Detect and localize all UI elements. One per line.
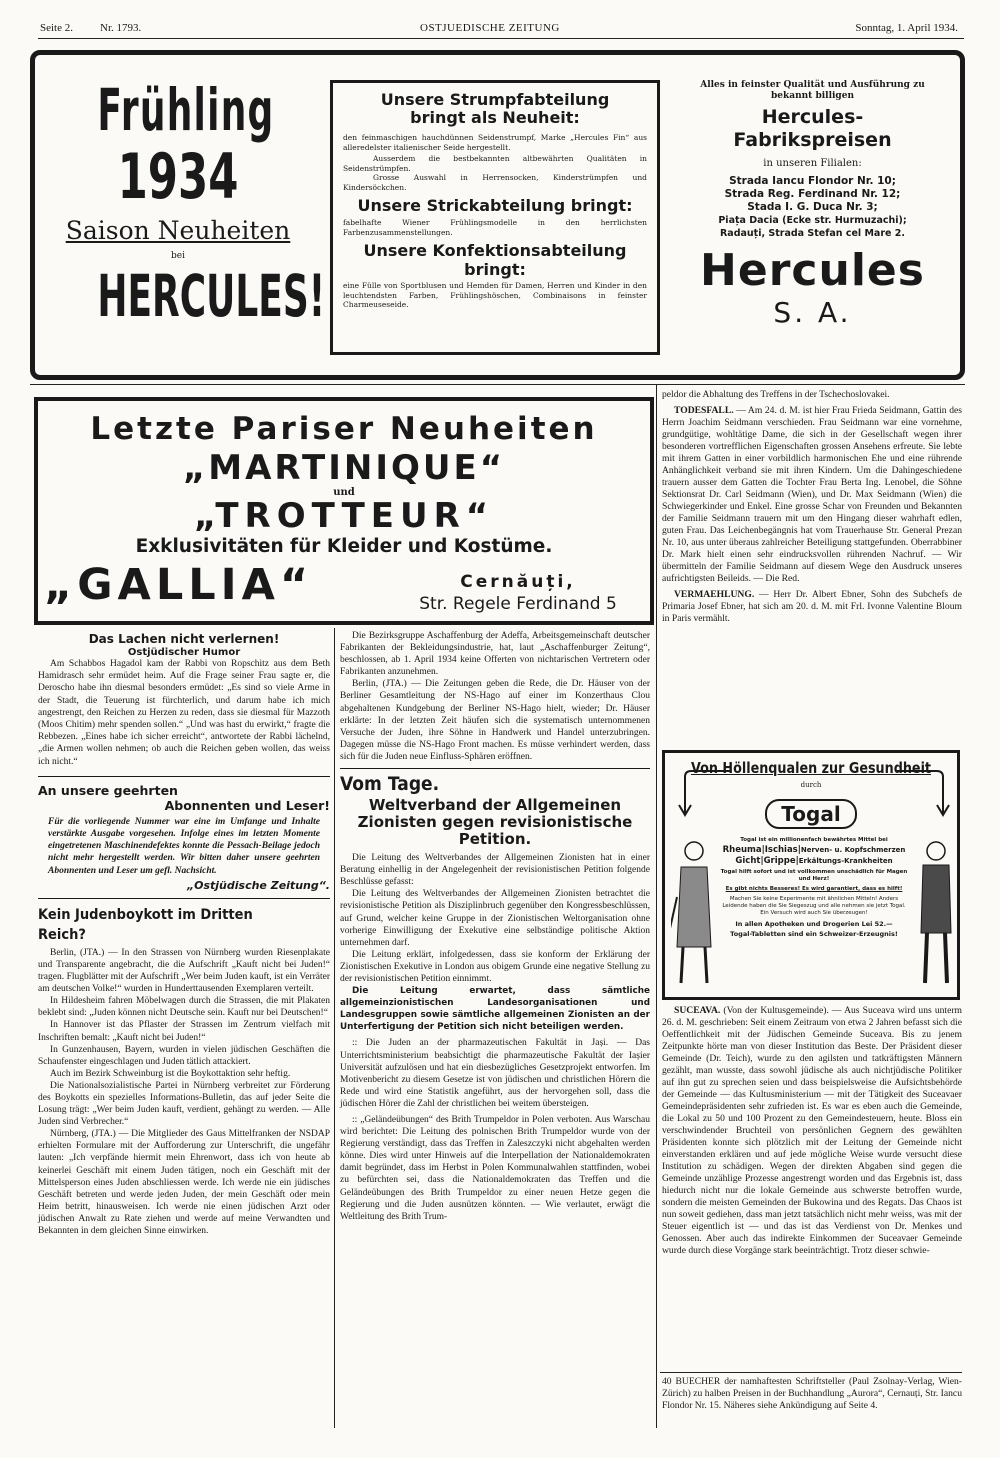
hercules-ad-right <box>680 80 945 365</box>
branch-5: Radauți, Strada Stefan cel Mare 2. <box>719 228 905 239</box>
vom-tage-p1: Die Leitung des Weltverbandes der Allgemeinen Zionisten hat in einer Beratung einhellig in der Angelegenheit der revisionistischen Petition folgende Beschlüsse gefasst: <box>340 853 650 888</box>
grippe-label: Grippe <box>763 856 796 866</box>
strick-heading: Unsere Strickabteilung bringt: <box>357 196 633 215</box>
ads-rule <box>30 384 965 385</box>
togal-logo: Togal <box>765 799 857 829</box>
vom-tage-title: Vom Tage. <box>340 773 440 796</box>
abonnenten-rule <box>38 898 330 899</box>
branch-2: Strada Reg. Ferdinand Nr. 12; <box>724 188 901 200</box>
left-column <box>38 632 330 1237</box>
boykott-p1: Berlin, (JTA.) — In den Strassen von Nürnberg wurden Riesenplakate und Transparente angebracht, die die Aufschrift „Kauft nicht bei Juden!“ tragen. Flugblätter mit der Aufschrift „Wer beim Juden kauft, ist ein Verräter am deutschen Volke!“ wurden in Hunderttausenden Exemplaren verteilt. <box>38 947 330 995</box>
vom-tage-p5: :: Die Juden an der pharmazeutischen Fakultät in Jași. — Das Unterrichtsministerium beabsichtigt die pharmazeutische Fakultät der Iașier Universität aufzulösen und hat ein diesbezügliches Gesetzprojekt entworfen. Im Motivenbericht zu diesem Gesetze ist von jüdischen und christlichen Hörern die Rede und wird eine Statistik angeführt, aus der hervorgehen soll, dass die jüdischen Hörer die Zahl der christlichen bei weitem übersteigen. <box>340 1038 650 1109</box>
togal-text-3: Es gibt nichts Besseres! Es wird garantiert, dass es hilft! <box>725 886 903 892</box>
strumpf-text-2: Ausserdem die bestbekannten altbewährten Qualitäten in Seidenstrümpfen. <box>343 154 647 173</box>
column-rule-1 <box>334 628 335 1428</box>
konfektion-heading: Unsere Konfektionsabteilung bringt: <box>363 241 627 279</box>
issue-number: Nr. 1793. <box>100 22 142 34</box>
abonnenten-title-1: An unsere geehrten <box>38 782 178 798</box>
abonnenten-text: Für die vorliegende Nummer war eine im Umfange und Inhalte verstärkte Ausgabe vorgesehen. Infolge eines im letzten Momente eingetretenen Maschinendefektes konnte die Pessach-Beilage jedoch nicht mehr hergestellt werden. Wir bitten daher unsere geehrten Abonnenten und Leser um gefl. Nachsicht. <box>48 816 320 876</box>
vermaehlung-text: — Herr Dr. Albert Ebner, Sohn des Subchefs de Primaria Josef Ebner, hat sich am 20. d. M. mit Frl. Ivonne Valentine Bloum in Paris vermählt. <box>662 589 962 624</box>
gicht-label: Gicht <box>735 856 761 866</box>
togal-text-1: Togal ist ein millionenfach bewährtes Mittel bei <box>740 837 888 843</box>
spring-label: Frühling <box>97 76 275 144</box>
ischias-label: Ischias <box>764 845 798 855</box>
nerven-label: Nerven- u. Kopfschmerzen <box>800 846 906 854</box>
vermaehlung-heading: VERMAEHLUNG. <box>674 589 755 600</box>
boykott-p2: In Hildesheim fahren Möbelwagen durch die Strassen, die mit Plakaten beklebt sind: „Juden können nicht Deutsche sein. Kauft nur bei Deutschen!“ <box>38 996 330 1019</box>
hercules-brand: Hercules <box>700 245 925 296</box>
und-label: und <box>333 487 355 498</box>
hercules-sa: S. A. <box>773 296 852 329</box>
year-label: 1934 <box>117 140 239 213</box>
martinique-label: „MARTINIQUE“ <box>182 448 506 488</box>
lachen-subtitle: Ostjüdischer Humor <box>127 647 241 658</box>
suceava-article <box>662 1005 962 1257</box>
gallia-city: Cernăuți, <box>460 572 576 592</box>
suceava-rule <box>660 1372 962 1373</box>
togal-text-4: Machen Sie keine Experimente mit ähnlichen Mitteln! Anders Leidende haben die Sie Siegeszug und alle nehmen sie jetzt Togal. Ein Versuch wird auch Sie überzeugen! <box>722 896 906 916</box>
page-number: Seite 2. <box>40 22 73 34</box>
newspaper-title: OSTJUEDISCHE ZEITUNG <box>420 22 560 34</box>
durch-label: durch <box>800 781 822 789</box>
strumpf-text-3: Grosse Auswahl in Herrensocken, Kinderstrümpfen und Kindersöckchen. <box>343 173 647 192</box>
hercules-label: HERCULES! <box>97 262 326 330</box>
trotteur-label: „TROTTEUR“ <box>193 496 495 536</box>
gallia-ad <box>34 397 654 625</box>
togal-text-2: Togal hilft sofort und ist vollkommen unschädlich für Magen und Herz! <box>720 869 908 882</box>
vom-tage-p2: Die Leitung des Weltverbandes der Allgemeinen Zionisten betrachtet die revisionistische Petition als Disziplinbruch gegenüber den Kongressbeschlüssen, auf Grund, welcher keine Gruppe in der Zionistischen Weltorganisation ohne vorherige Einwilligung der Exekutive eine selbständige politische Aktion unternehmen darf. <box>340 889 650 948</box>
mid-p1: Die Bezirksgruppe Aschaffenburg der Adeffa, Arbeitsgemeinschaft deutscher Fabrikanten der Bekleidungsindustrie, hat, laut „Aschaffenburger Zeitung“, beschlossen, ab 1. April 1934 keine Offerten von nichtarischen Vertretern oder Fabrikanten anzunehmen. <box>340 631 650 678</box>
vom-tage-p4: Die Leitung erwartet, dass sämtliche allgemeinzionistischen Landesorganisationen und Landesgruppen sowie sämtliche allgemeinen Zionisten an der Unterfertigung der Petition sich nicht beteiligen werden. <box>340 986 650 1033</box>
quality-intro: Alles in feinster Qualität und Ausführung zu bekannt billigen <box>700 80 925 101</box>
right-column-top <box>662 389 962 625</box>
column-rule-2 <box>656 384 657 1428</box>
vom-tage-p3: Die Leitung erklärt, infolgedessen, dass sie konform der Erklärung der Zionistischen Exekutive in London aus obigem Grunde eine negative Stellung zu der revisionistischen Petition einnimmt. <box>340 949 650 984</box>
rheuma-label: Rheuma <box>722 845 762 855</box>
suceava-text: (Von der Kultusgemeinde). — Aus Suceava wird uns unterm 26. d. M. geschrieben: Seit einem Zeitraum von etwa 2 Jahren befasst sich die Oeffentlichkeit mit der Jüdischen Gemeinde Suceava. Bis zu jenem Zeitpunkte hörte man von dieser Institution das Beste. Der Präsident dieser Gemeinde (Dr. Teich), wurde zu den agilsten und tatkräftigsten Männern gezählt, man wusste, dass sowohl jüdische als auch nichtjüdische Politiker auf ihn gut zu sprechen seien und dass beispielsweise die Aufsichtsbehörde der Gemeinde — das Kultusministerium — mit der Tätigkeit des Suceavaer Gemeindepräsidenten sehr zufrieden ist. Es war es eben auch die Gemeinde, die Lokal zu 50 und 100 Prozent zu den Gemeindesteuern, heute. Bloss ein verschwindender Bruchteil von persönlichen Gegnern des gewählten Präsidenten konnte sich plötzlich mit der Leitung der Gemeinde nicht einverstanden erklären und auf jede mögliche Weise wurde versucht diese Institution zu schädigen. Wegen der direkten Abgaben sind gegen die Gemeinde unzählige Prozesse angestrengt worden und das Ergebnis ist, dass hiedurch nicht nur die lokale Gemeinde aus schwerste betroffen wurde, sondern die meisten Gemeinden der Bukowina und des Regats. Das Chaos ist nun soweit gediehen, dass man jetzt tatsächlich nicht mehr weiss, was mit der Steuer eigentlich ist — und das ist das Verdienst von Dr. Menkes und Genossen. Aber auch das indirekte Einkommen der Suceavaer Gemeinde wurde durch diese Vorgänge stark beeinträchtigt. Trotz dieser schwie- <box>662 1005 962 1256</box>
middle-column <box>340 630 650 1223</box>
gallia-brand: „GALLIA“ <box>44 560 314 610</box>
strumpf-heading: Unsere Strumpfabteilung bringt als Neuheit: <box>380 90 610 127</box>
togal-ad: Von Höllenqualen zur Gesundheit durch Togal Togal ist ein millionenfach bewährtes Mittel bei Rheuma | Ischias | Nerven- u. Kopfschmerzen Gicht | Grippe | Erkältungs-Krankheiten Togal hilft sofort und ist vollkommen unschädlich für Magen und Herz! Es gibt nichts Besseres! Es wird garantiert, dass es hilft! Machen Sie keine Experimente mit ähnlichen Mitteln! Anders Leidende haben die Sie Siegeszug und alle nehmen sie jetzt Togal. Ein Versuch wird auch Sie überzeugen! In allen Apotheken und Drogerien Lei 52.— Togal-Tabletten sind ein Schweizer-Erzeugnis! <box>662 750 960 1000</box>
todesfall-text: — Am 24. d. M. ist hier Frau Frieda Seidmann, Gattin des Herrn Joachim Seidmann verschieden. Frau Seidmann war eine vornehme, grundgütige, wohltätige Dame, die sich in der Gesellschaft wegen ihrer besonderen vortrefflichen Eigenschaften grossen Ansehens erfreute. Sie lebte mit ihrem Gatten in einer vorbildlich harmonischen Ehe und eine rührende Anhänglichkeit verband sie mit ihren Kindern. Um die Dahingeschiedene trauern ausser dem Gatten die Tochter Frau Berta Ing. Lenobel, die Söhne Sektionsrat Dr. Carl Seidmann (Wien), und Dr. Max Seidmann (Wien) die Schwiegerkinder und Enkel. Eine grosse Schar von Freunden und Bekannten der Familie Seidmann trauern mit um den Hingang dieser wahrhaft edlen, guten Frau. Das Leichenbegängnis hat vom Trauerhause Str. General Prezan Nr. 10, aus unter überaus zahlreicher Beteiligung stattgefunden. Oberrabbiner Dr. Mark hielt einen sehr eindrucksvollen rührenden Nachruf. — Wir übermitteln der Familie Seidmann auf diesem Wege den Ausdruck unseres aufrichtigsten Beileids. — Die Red. <box>662 405 962 584</box>
hercules-ad-middle <box>330 80 660 355</box>
strick-text: fabelhafte Wiener Frühlingsmodelle in den herrlichsten Farbenzusammenstellungen. <box>343 218 647 237</box>
continuation-text: peldor die Abhaltung des Treffens in der Tschechoslovakei. <box>662 389 890 400</box>
gallia-street: Str. Regele Ferdinand 5 <box>419 594 617 614</box>
boykott-p3: In Hannover ist das Pflaster der Strassen im Zentrum vielfach mit Inschriften bemalt: „Kauft nicht bei Juden!“ <box>38 1020 330 1043</box>
strumpf-text-1: den feinmaschigen hauchdünnen Seidenstrumpf, Marke „Hercules Fin“ aus alleredelster italienischer Seide hergestellt. <box>343 133 647 152</box>
buecher-notice: 40 BUECHER der namhaftesten Schriftsteller (Paul Zsolnay-Verlag, Wien-Zürich) zu halben Preisen in der Buchhandlung „Aurora“, Cernauți, Str. Iancu Flondor Nr. 15. Näheres siehe Ankündigung auf Seite 4. <box>662 1376 962 1411</box>
abonnenten-title-2: Abonnenten und Leser! <box>164 797 330 813</box>
header-rule <box>38 38 964 39</box>
man-left-icon <box>671 837 717 987</box>
togal-headline: Von Höllenqualen zur Gesundheit <box>690 759 932 777</box>
togal-text-6: Togal-Tabletten sind ein Schweizer-Erzeugnis! <box>730 930 898 938</box>
lachen-rule <box>38 776 330 777</box>
konfektion-text: eine Fülle von Sportblusen und Hemden für Damen, Herren und Kinder in den leuchtendsten Farben, Frühlingshöschen, Combinaisons in feinster Charmeuseseide. <box>343 281 647 309</box>
vom-tage-rule <box>340 768 650 769</box>
boykott-p4: In Gunzenhausen, Bayern, wurden in vielen jüdischen Geschäften die Schaufenster eingeschlagen und Juden tätlich attackiert. <box>38 1044 330 1067</box>
fabrikspreisen-title: Hercules-Fabrikspreisen <box>733 106 892 151</box>
mid-p2: Berlin, (JTA.) — Die Zeitungen geben die Rede, die Dr. Häuser von der Berliner Gesamtleitung der NS-Hago auf einer im Konzerthaus Clou abgehaltenen Kundgebung der Berliner NS-Hago hielt, wieder; Dr. Häuser erklärte: In der letzten Zeit häufen sich die systematisch unternommenen Versuche der Juden, ihre Söhne in Handwerk und Handel unterzubringen. Dagegen müsse die NS-Hago Front machen. Es müsse verhindert werden, dass sich für die Juden neue Einfluss-Sphären eröffnen. <box>340 679 650 762</box>
bei-label: bei <box>171 251 185 261</box>
branch-4: Piața Dacia (Ecke str. Hurmuzachi); <box>718 215 907 226</box>
branch-3: Stada I. G. Duca Nr. 3; <box>747 201 878 213</box>
exklusiv-label: Exklusivitäten für Kleider und Kostüme. <box>135 536 553 557</box>
lachen-title: Das Lachen nicht verlernen! <box>88 632 280 646</box>
boykott-p6: Die Nationalsozialistische Partei in Nürnberg verbreitet zur Förderung des Boykotts ein spezielles Informations-Bulletin, das auf jeder Seite die Losung trägt: „Wer beim Juden kauft, verdient, gehängt zu werden. — Alle Juden sind Verbrecher.“ <box>38 1080 330 1128</box>
branch-1: Strada Iancu Flondor Nr. 10; <box>729 175 896 187</box>
boykott-title: Kein Judenboykott im Dritten Reich? <box>38 906 253 943</box>
lachen-text: Am Schabbos Hagadol kam der Rabbi von Ropschitz aus dem Beth Hamidrasch sehr ermüdet heim. Auf die Frage seiner Frau sagte er, die Deroscho habe ihn diesmal besonders ermüdet: „Es sind so viele Arme in der Stadt, die Teuerung ist fürchterlich, und darum habe ich mich angestrengt, den Reichen zu Herzen zu reden, dass sie diesmal für Mazzoth (Moos Chitim) mehr spenden sollen.“ „Und was hast du erwirkt,“ fragte die Rebbezen. „Eines habe ich sicher erreicht“, antwortete der Rabbi lächelnd, „die Armen wollen nehmen; ob auch die Reichen geben wollen, das weiss ich nicht.“ <box>38 659 330 767</box>
suceava-heading: SUCEAVA. <box>674 1005 721 1016</box>
boykott-p7: Nürnberg, (JTA.) — Die Mitglieder des Gaus Mittelfranken der NSDAP erhielten Formulare mit der Aufforderung zur Unterschrift, die ungefähr lauten: „Ich verpfände hiermit mein Ehrenwort, dass ich von heute ab keinerlei Geschäft mit einem Juden tätigen, noch ein Geschäft mit der Mittelsperson eines Juden abschliessen werde. Ich werde nie ein jüdisches Geschäft betreten und werde jeden Juden, der mein Geschäft oder mein Heim betritt, hinausweisen. Ich werde nie einen jüdischen Arzt oder jüdischen Anwalt zu Rate ziehen und werde auf meine Verwandten und Bekannten in dem gleichen Sinne einwirken. <box>38 1129 330 1236</box>
hercules-ad-left <box>48 76 326 368</box>
todesfall-heading: TODESFALL. <box>674 405 734 416</box>
abonnenten-signature: „Ostjüdische Zeitung“. <box>187 878 330 892</box>
issue-date: Sonntag, 1. April 1934. <box>855 22 958 34</box>
filialen-label: in unseren Filialen: <box>763 158 862 169</box>
erkaeltung-label: Erkältungs-Krankheiten <box>798 857 893 865</box>
weltverband-heading: Weltverband der Allgemeinen Zionisten gegen revisionistische Petition. <box>357 796 633 849</box>
pariser-heading: Letzte Pariser Neuheiten <box>90 411 598 447</box>
man-right-icon <box>913 837 959 987</box>
season-label: Saison Neuheiten <box>65 216 291 245</box>
vom-tage-p6: :: „Geländeübungen“ des Brith Trumpeldor in Polen verboten. Aus Warschau wird berichtet: Die Leitung des polnischen Brith Trumpeldor wurde von der Regierung verständigt, dass das Treffen in Zaleszczyki nicht abgehalten werden könne. Dies wird unter Hinweis auf die Interpellation der Nationaldemokraten damit begründet, dass im Herbst in Polen Kommunalwahlen stattfinden, wobei zu befürchten sei, dass die Nationaldemokraten das Treffen und die Geländeübungen des Brith Trumpeldor zu einer neuen Hetze gegen die Regierung und die Juden ausnützen könnten. — Wie verlautet, erwägt die Weltleitung des Brith Trum- <box>340 1115 650 1222</box>
boykott-p5: Auch im Bezirk Schweinburg ist die Boykottaktion sehr heftig. <box>50 1068 291 1079</box>
togal-text-5: In allen Apotheken und Drogerien Lei 52.— <box>735 920 893 928</box>
